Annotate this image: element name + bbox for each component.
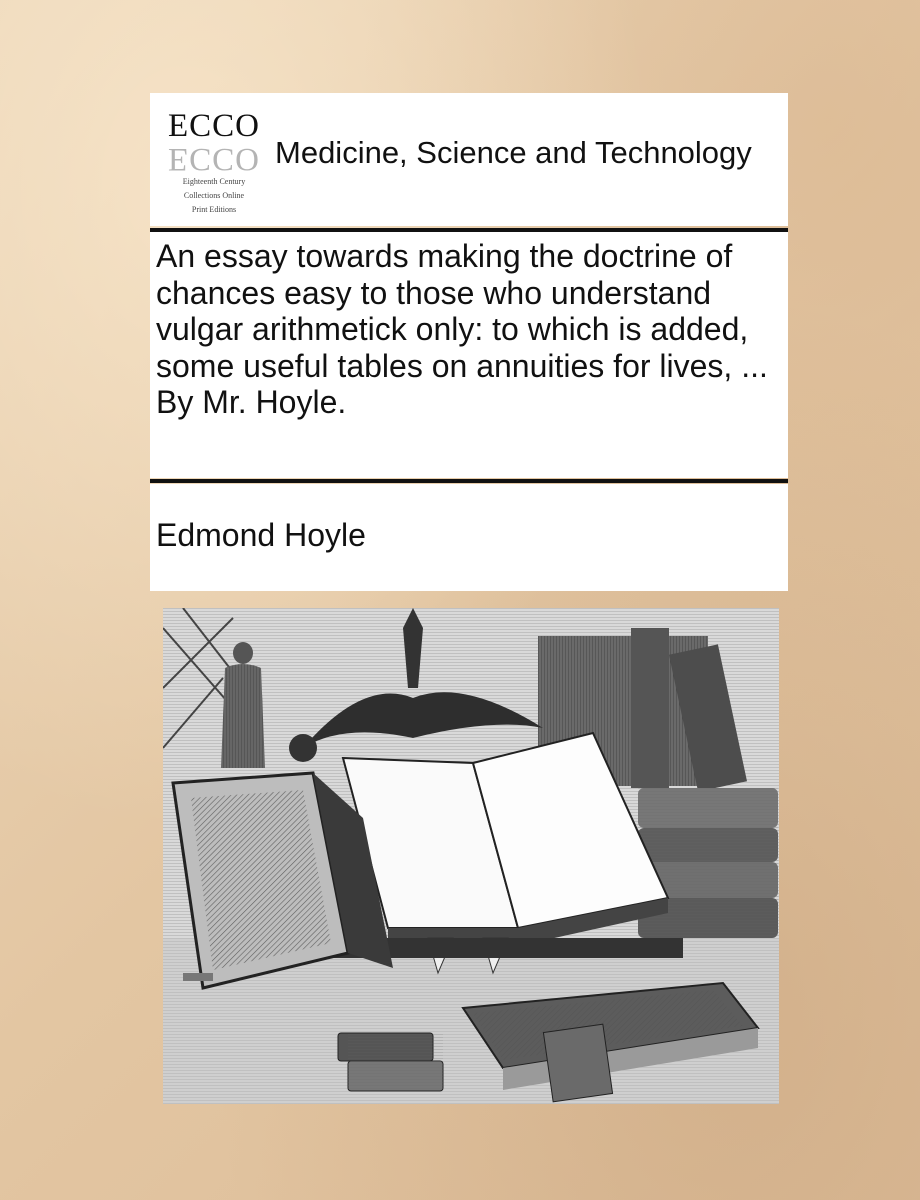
series-title: Medicine, Science and Technology [275,135,752,170]
logo-caption-2: Collections Online [183,191,245,200]
title-panel [150,232,788,478]
ecco-logo [168,109,260,219]
logo-wordmark: ECCO [168,108,261,144]
logo-caption-1: Eighteenth Century [182,177,246,186]
engraving-illustration [163,608,779,1104]
header-panel [150,93,788,226]
author-panel [150,484,788,591]
author-name: Edmond Hoyle [156,517,366,553]
book-title: An essay towards making the doctrine of chances easy to those who understand vulgar arithmetick only: to which is added, some useful tables on annuities for lives, ... By Mr. Hoyle. [156,238,768,420]
divider-rule [150,479,788,483]
small-book-stack [338,1033,443,1091]
logo-wordmark-reflection: ECCO [168,141,261,177]
logo-caption-3: Print Editions [191,205,237,214]
